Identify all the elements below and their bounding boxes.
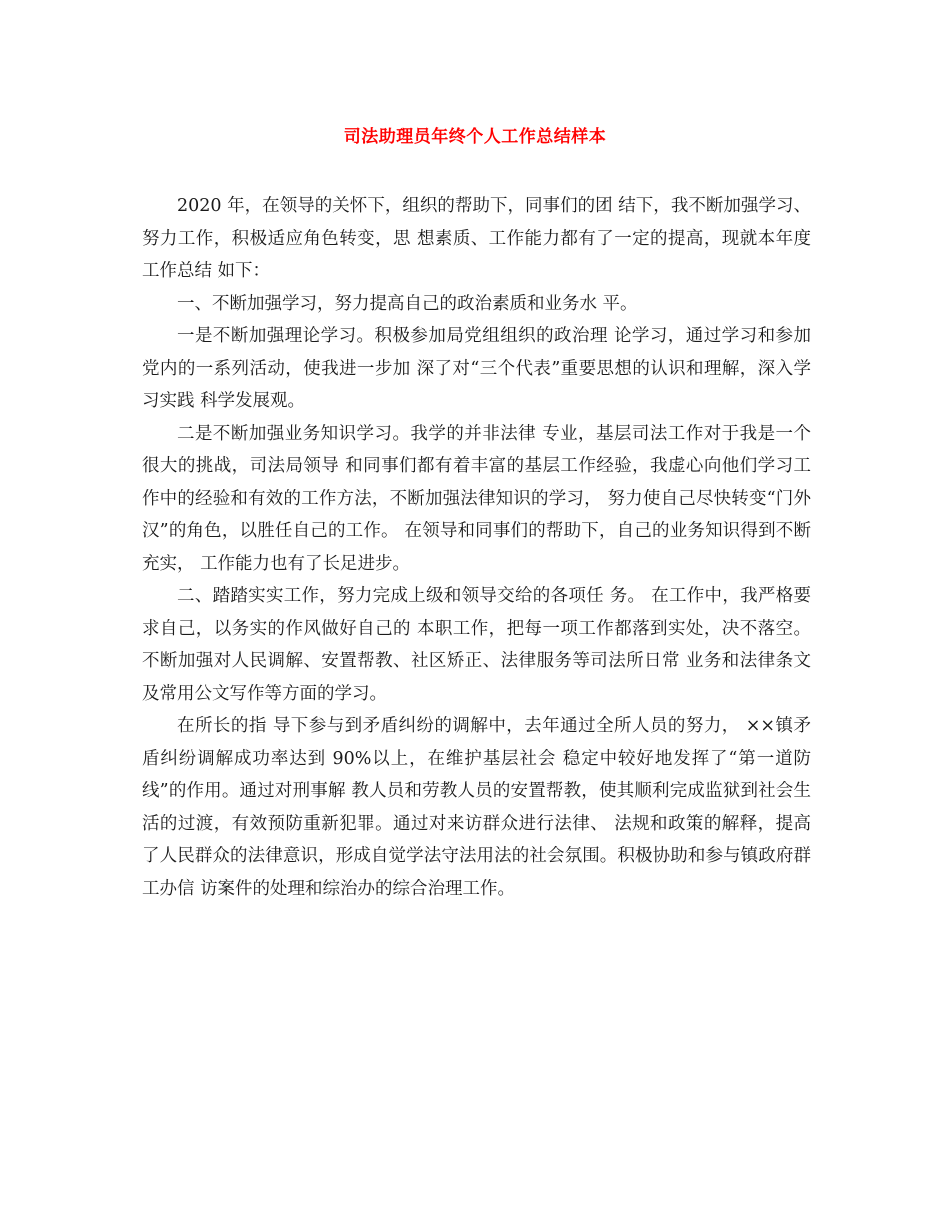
paragraph-mediation: 在所长的指 导下参与到矛盾纠纷的调解中，去年通过全所人员的努力， ××镇矛盾纠纷调解成功率达到 90%以上，在维护基层社会 稳定中较好地发挥了“第一道防线”的作用。通过对刑事解 教人员和劳教人员的安置帮教，使其顺利完成监狱到社会生 活的过渡，有效预防重新犯罪。通过对来访群众进行法律、 法规和政策的解释，提高了人民群众的法律意识，形成自觉学法守法用法的社会氛围。积极协助和参与镇政府群工办信 访案件的处理和综治办的综合治理工作。 [142, 716, 811, 899]
document-title: 司法助理员年终个人工作总结样本 [343, 127, 607, 147]
paragraph-intro: 2020 年，在领导的关怀下，组织的帮助下，同事们的团 结下，我不断加强学习、努力工作，积极适应角色转变，思 想素质、工作能力都有了一定的提高，现就本年度工作总结 如下： [142, 196, 811, 281]
paragraph-business-study: 二是不断加强业务知识学习。我学的并非法律 专业，基层司法工作对于我是一个很大的挑战，司法局领导 和同事们都有着丰富的基层工作经验，我虚心向他们学习工 作中的经验和有效的工作方法，不断加强法律知识的学习， 努力使自己尽快转变“门外汉”的角色，以胜任自己的工作。 在领导和同事们的帮助下，自己的业务知识得到不断充实， 工作能力也有了长足进步。 [142, 423, 811, 574]
paragraph-heading-2: 二、踏踏实实工作，努力完成上级和领导交给的各项任 务。 在工作中，我严格要求自己，以务实的作风做好自己的 本职工作，把每一项工作都落到实处，决不落空。不断加强对人民调解、安置帮教、社区矫正、法律服务等司法所日常 业务和法律条文及常用公文写作等方面的学习。 [142, 586, 811, 704]
document-body [142, 190, 811, 905]
paragraph-theory-study: 一是不断加强理论学习。积极参加局党组组织的政治理 论学习，通过学习和参加党内的一系列活动，使我进一步加 深了对“三个代表”重要思想的认识和理解，深入学习实践 科学发展观。 [142, 326, 811, 411]
paragraph-heading-1: 一、不断加强学习，努力提高自己的政治素质和业务水 平。 [177, 293, 638, 314]
